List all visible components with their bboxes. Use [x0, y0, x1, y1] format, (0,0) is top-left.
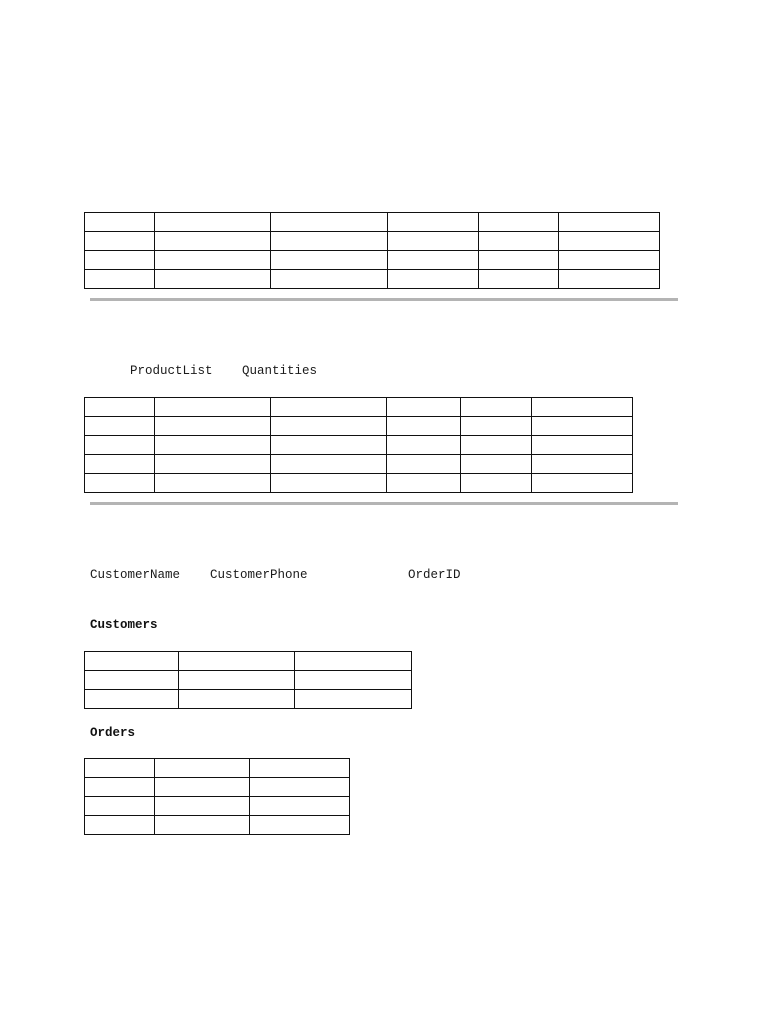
section-divider-2	[90, 502, 678, 505]
field-customer-name: CustomerName	[90, 568, 181, 582]
table-row	[85, 474, 633, 493]
table-row	[85, 690, 412, 709]
field-order-id: OrderID	[408, 568, 461, 582]
table-row	[85, 251, 660, 270]
table-row	[85, 671, 412, 690]
customers-heading: Customers	[90, 618, 158, 632]
table-row	[85, 270, 660, 289]
table-row	[85, 398, 633, 417]
field-customer-phone: CustomerPhone	[210, 568, 308, 582]
table-row	[85, 797, 350, 816]
table-2	[84, 397, 633, 493]
table-row	[85, 232, 660, 251]
field-quantities: Quantities	[242, 364, 318, 378]
table-row	[85, 417, 633, 436]
table-1	[84, 212, 660, 289]
table-row	[85, 455, 633, 474]
section-divider-1	[90, 298, 678, 301]
orders-table	[84, 758, 350, 835]
table-row	[85, 213, 660, 232]
table-row	[85, 652, 412, 671]
orders-heading: Orders	[90, 726, 136, 740]
table-row	[85, 778, 350, 797]
table-row	[85, 436, 633, 455]
table-row	[85, 759, 350, 778]
table-row	[85, 816, 350, 835]
customers-table	[84, 651, 412, 709]
field-product-list: ProductList	[130, 364, 213, 378]
